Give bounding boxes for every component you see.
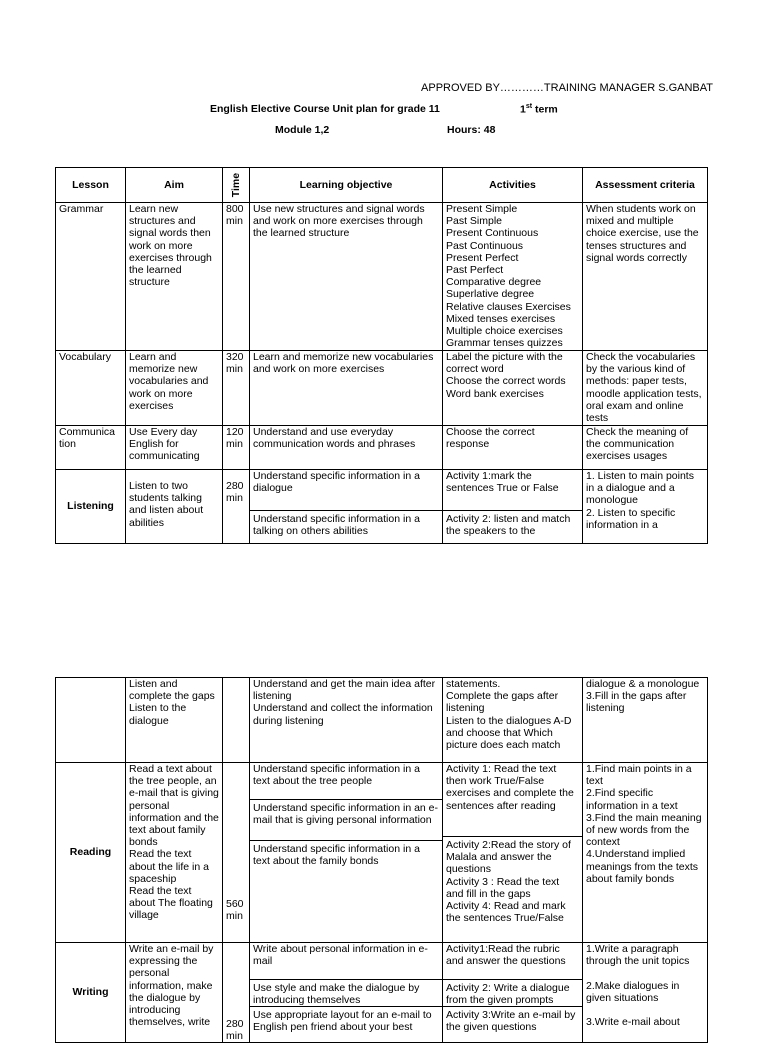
activities-vocabulary: Label the picture with the correct word Choose the correct words Word bank exercises bbox=[443, 351, 583, 426]
objective-writing-3: Use appropriate layout for an e-mail to English pen friend about your best bbox=[250, 1006, 442, 1033]
activity-listening-1: Activity 1:mark the sentences True or False bbox=[446, 470, 559, 495]
table-row-vocabulary bbox=[56, 351, 708, 426]
activity-listening-2: Activity 2: listen and match the speakers to the bbox=[443, 510, 582, 537]
header-assessment: Assessment criteria bbox=[583, 168, 708, 203]
activities-reading bbox=[443, 763, 583, 943]
objective-writing-2: Use style and make the dialogue by introducing themselves bbox=[250, 979, 442, 1006]
unit-plan-table-page2 bbox=[55, 677, 708, 1043]
term-word: term bbox=[532, 103, 558, 116]
objective-reading-2: Understand specific information in an e-mail that is giving personal information bbox=[250, 799, 442, 840]
objective-grammar: Use new structures and signal words and work on more exercises through the learned structure bbox=[250, 203, 443, 351]
unit-plan-table-page1 bbox=[55, 167, 708, 544]
time-vocabulary: 320 min bbox=[223, 351, 250, 426]
activity-writing-2: Activity 2: Write a dialogue from the given prompts bbox=[443, 979, 582, 1006]
objective-listening bbox=[250, 470, 443, 544]
aim-reading: Read a text about the tree people, an e-mail that is giving personal information and the text about family bonds Read the text about the life in a spaceship Read the text about The floating village bbox=[126, 763, 223, 943]
term-ordinal: st bbox=[525, 103, 533, 110]
approval-line: APPROVED BY…………TRAINING MANAGER S.GANBAT bbox=[421, 82, 713, 94]
activity-reading-2: Activity 2:Read the story of Malala and answer the questions Activity 3 : Read the text and fill in the gaps Activity 4: Read and mark the sentences True/False bbox=[443, 836, 582, 924]
activity-reading-1: Activity 1: Read the text then work True/False exercises and complete the sentences after reading bbox=[446, 763, 574, 812]
header-time: Time bbox=[223, 168, 250, 203]
activity-writing-1: Activity1:Read the rubric and answer the questions bbox=[446, 943, 566, 968]
table-row-reading bbox=[56, 763, 708, 943]
table-row-writing bbox=[56, 943, 708, 1043]
assessment-vocabulary: Check the vocabularies by the various kind of methods: paper tests, moodle application tests, oral exam and online tests bbox=[583, 351, 708, 426]
table-row-listening-continued bbox=[56, 678, 708, 763]
time-reading: 560 min bbox=[223, 763, 250, 943]
document-title: English Elective Course Unit plan for grade 11 bbox=[210, 103, 440, 115]
header-lesson: Lesson bbox=[56, 168, 126, 203]
module-label: Module 1,2 bbox=[275, 124, 330, 136]
lesson-reading: Reading bbox=[56, 763, 126, 943]
activities-grammar: Present Simple Past Simple Present Continuous Past Continuous Present Perfect Past Perfect Comparative degree Superlative degree Relative clauses Exercises Mixed tenses exercises Multiple choice exercises Grammar tenses quizzes bbox=[443, 203, 583, 351]
objective-writing-1: Write about personal information in e-mail bbox=[253, 943, 428, 968]
assessment-writing: 1.Write a paragraph through the unit topics 2.Make dialogues in given situations 3.Write e-mail about bbox=[583, 943, 708, 1043]
aim-vocabulary: Learn and memorize new vocabularies and work on more exercises bbox=[126, 351, 223, 426]
lesson-writing: Writing bbox=[56, 943, 126, 1043]
time-communication: 120 min bbox=[223, 426, 250, 470]
header-activities: Activities bbox=[443, 168, 583, 203]
lesson-vocabulary: Vocabulary bbox=[56, 351, 126, 426]
objective-listening-1: Understand specific information in a dialogue bbox=[253, 470, 420, 495]
assessment-grammar: When students work on mixed and multiple choice exercise, use the tenses structures and signal words correctly bbox=[583, 203, 708, 351]
table-row-communication bbox=[56, 426, 708, 470]
time-writing: 280 min bbox=[223, 943, 250, 1043]
objective-listening-cont: Understand and get the main idea after listening Understand and collect the information during listening bbox=[250, 678, 443, 763]
time-listening: 280 min bbox=[223, 470, 250, 544]
objective-vocabulary: Learn and memorize new vocabularies and work on more exercises bbox=[250, 351, 443, 426]
aim-grammar: Learn new structures and signal words then work on more exercises through the learned structure bbox=[126, 203, 223, 351]
objective-reading-1: Understand specific information in a text about the tree people bbox=[253, 763, 420, 788]
aim-listening: Listen to two students talking and listen about abilities bbox=[126, 470, 223, 544]
activities-communication: Choose the correct response bbox=[443, 426, 583, 470]
header-learning-objective: Learning objective bbox=[250, 168, 443, 203]
assessment-listening: 1. Listen to main points in a dialogue and a monologue 2. Listen to specific information in a bbox=[583, 470, 708, 544]
activities-listening-cont: statements. Complete the gaps after listening Listen to the dialogues A-D and choose that Which picture does each match bbox=[443, 678, 583, 763]
hours-label: Hours: 48 bbox=[447, 124, 496, 136]
term-number: 1 bbox=[520, 103, 526, 116]
lesson-communication: Communica tion bbox=[56, 426, 126, 470]
lesson-listening: Listening bbox=[56, 470, 126, 544]
activities-listening bbox=[443, 470, 583, 544]
term-label bbox=[520, 103, 558, 116]
aim-writing: Write an e-mail by expressing the personal information, make the dialogue by introducing themselves, write bbox=[126, 943, 223, 1043]
assessment-communication: Check the meaning of the communication exercises usages bbox=[583, 426, 708, 470]
objective-communication: Understand and use everyday communication words and phrases bbox=[250, 426, 443, 470]
table-row-listening bbox=[56, 470, 708, 544]
objective-reading-3: Understand specific information in a text about the family bonds bbox=[250, 840, 442, 867]
lesson-grammar: Grammar bbox=[56, 203, 126, 351]
activities-writing bbox=[443, 943, 583, 1043]
header-aim: Aim bbox=[126, 168, 223, 203]
activity-writing-3: Activity 3:Write an e-mail by the given questions bbox=[443, 1006, 582, 1033]
time-listening-cont bbox=[223, 678, 250, 763]
objective-reading bbox=[250, 763, 443, 943]
aim-listening-cont: Listen and complete the gaps Listen to the dialogue bbox=[126, 678, 223, 763]
assessment-listening-cont: dialogue & a monologue 3.Fill in the gaps after listening bbox=[583, 678, 708, 763]
table-header-row bbox=[56, 168, 708, 203]
table-row-grammar bbox=[56, 203, 708, 351]
aim-communication: Use Every day English for communicating bbox=[126, 426, 223, 470]
assessment-reading: 1.Find main points in a text 2.Find specific information in a text 3.Find the main meaning of new words from the context 4.Understand implied meanings from the texts about family bonds bbox=[583, 763, 708, 943]
objective-writing bbox=[250, 943, 443, 1043]
objective-listening-2: Understand specific information in a talking on others abilities bbox=[250, 510, 442, 537]
lesson-listening-cont bbox=[56, 678, 126, 763]
time-grammar: 800 min bbox=[223, 203, 250, 351]
